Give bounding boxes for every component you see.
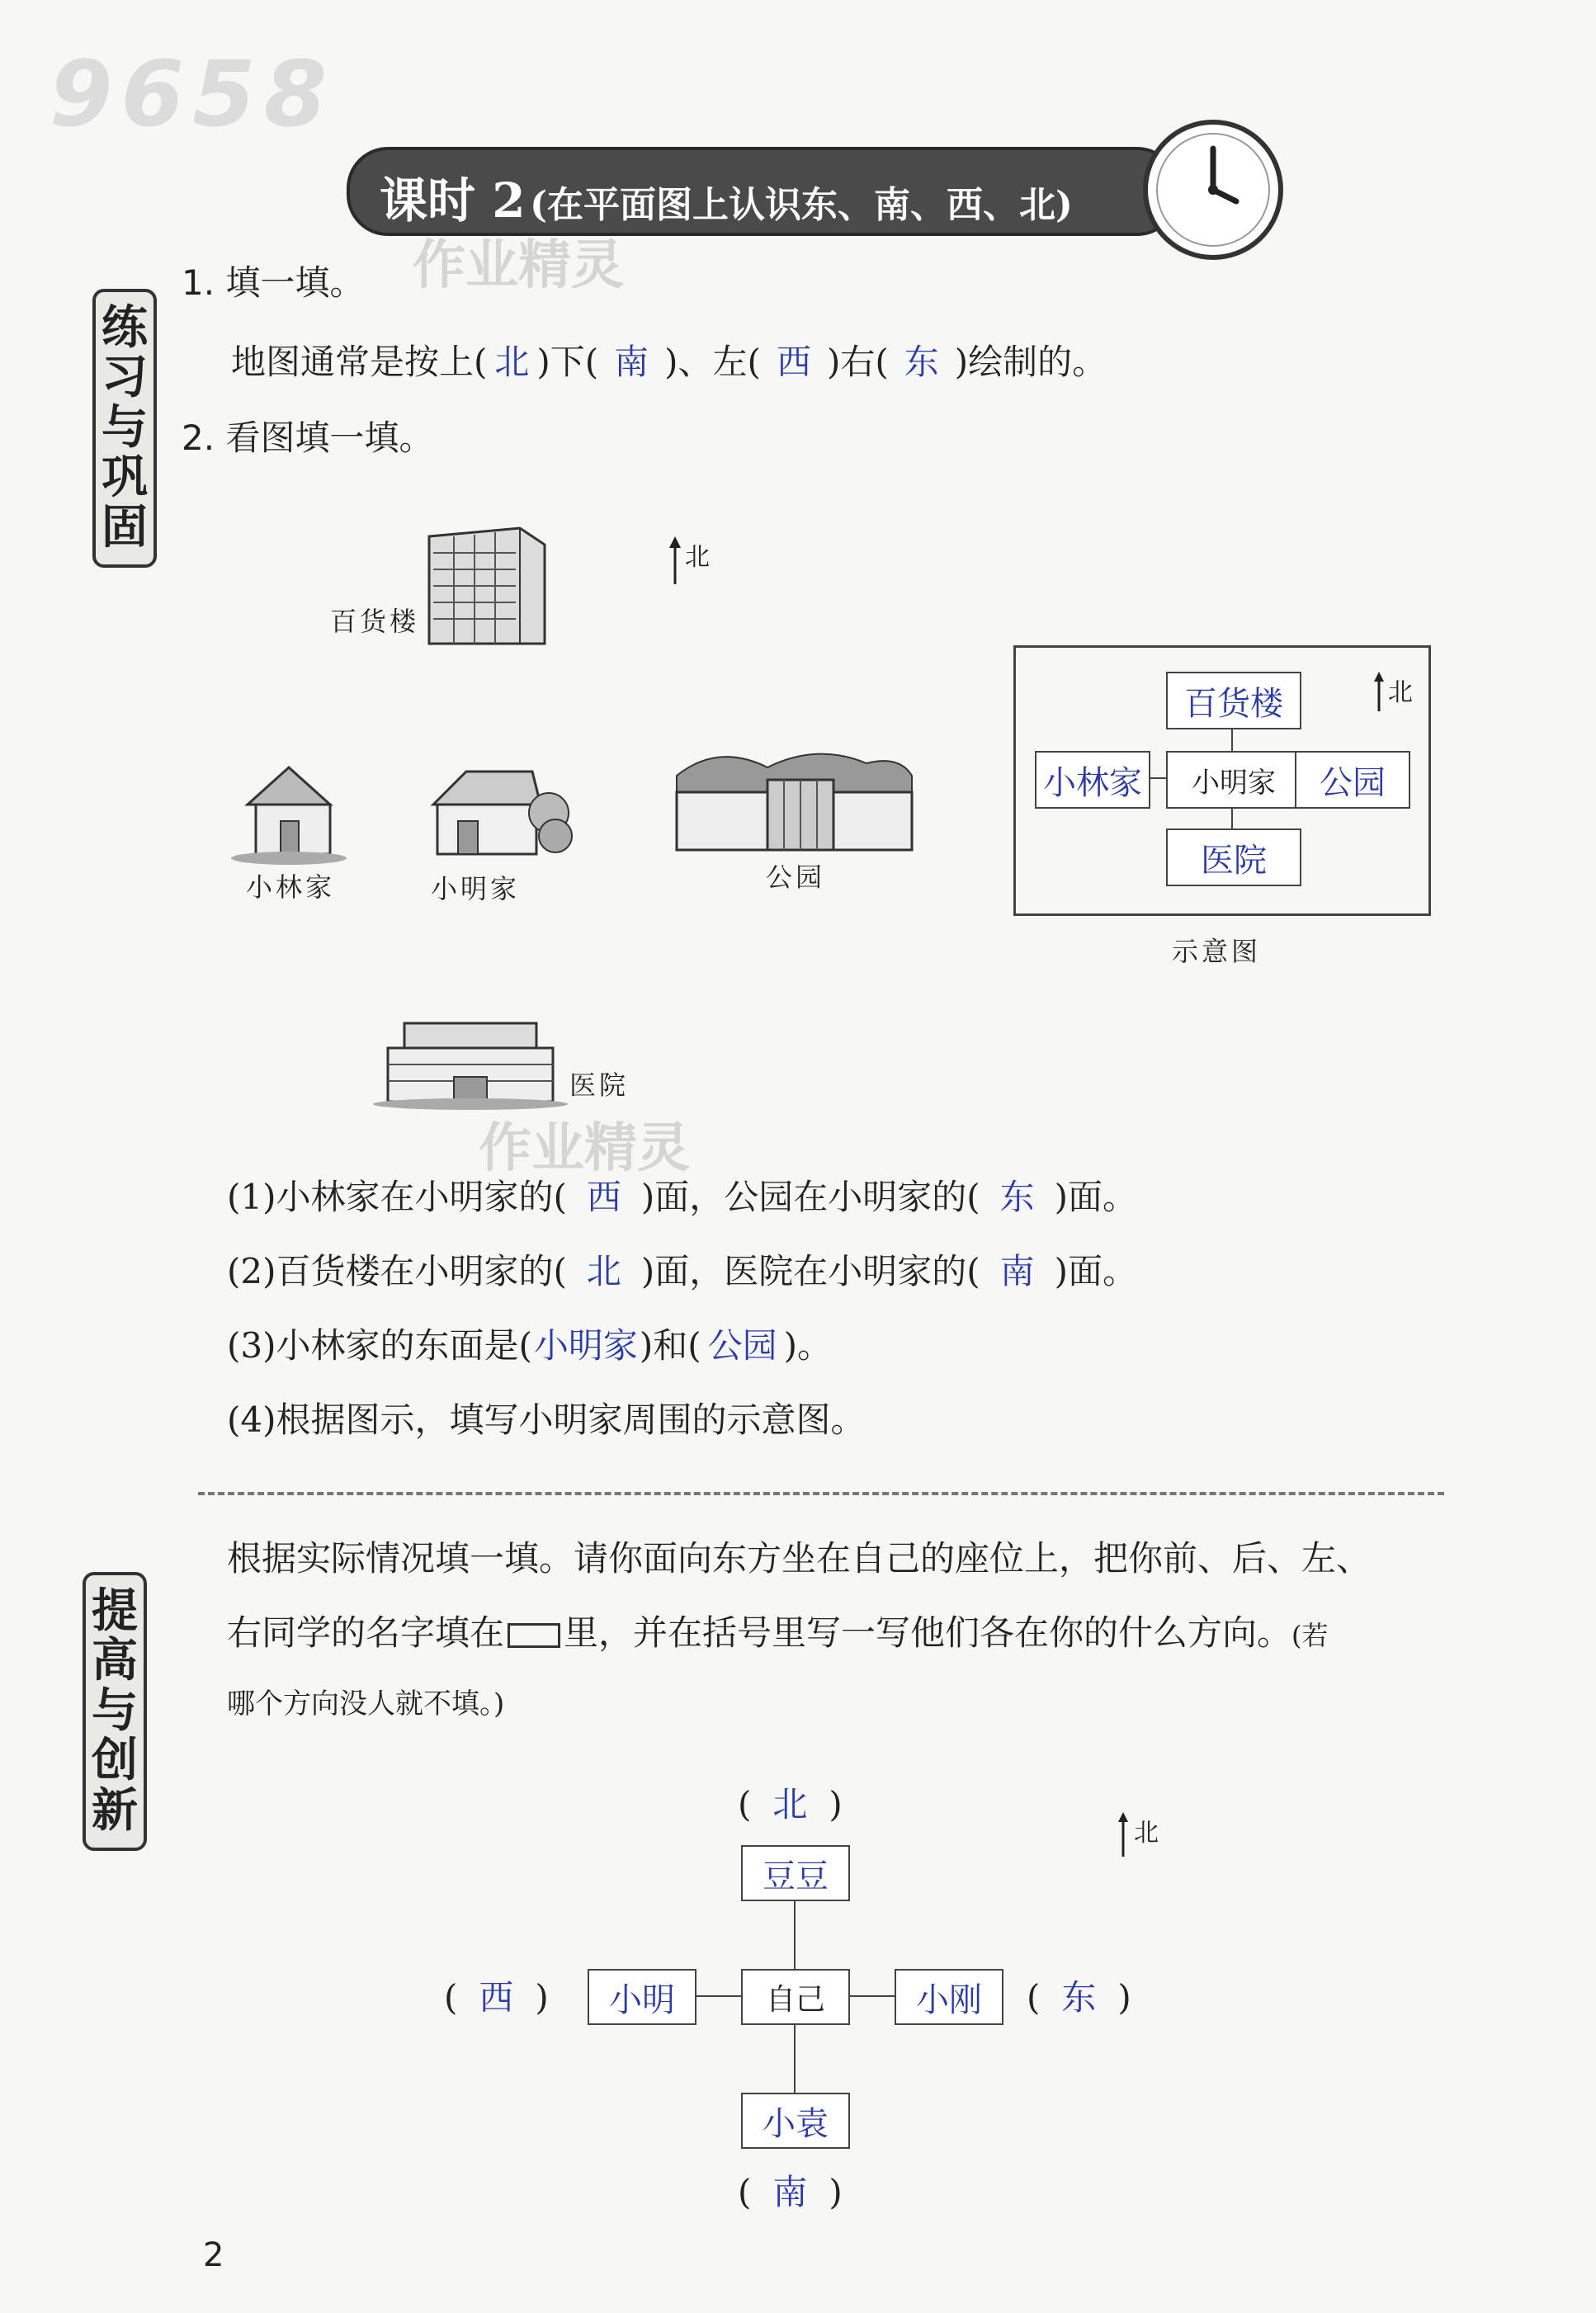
q2-sub1: (1)小林家在小明家的( 西 )面，公园在小明家的( 东 )面。 — [227, 1177, 1138, 1217]
diagram-top-box: 百货楼 — [1166, 672, 1301, 729]
q3-right-box: 小刚 — [895, 1969, 1003, 2025]
diagram-center-box: 小明家 — [1166, 751, 1301, 809]
q1-title: 1. 填一填。 — [182, 262, 365, 303]
diagram-caption: 示意图 — [1172, 936, 1262, 967]
arrow-up-icon — [1116, 1812, 1131, 1857]
q2-sub4: (4)根据图示，填写小明家周围的示意图。 — [227, 1400, 866, 1440]
connector — [695, 1995, 741, 1997]
q3-bottom-box: 小袁 — [741, 2093, 850, 2149]
q3-top-dir: ( 北 ) — [738, 1784, 843, 1824]
q1-sentence: 地图通常是按上( 北 )下( 南 )、左( 西 )右( 东 )绘制的。 — [231, 342, 1107, 382]
connector — [848, 1995, 895, 1997]
park-illustration — [668, 743, 916, 858]
diagram-right-box: 公园 — [1295, 751, 1410, 809]
north-arrow: 北 — [667, 536, 683, 588]
decor-digits: 9658 — [50, 41, 336, 147]
lesson-title: 课时 2 — [380, 172, 526, 229]
arrow-up-icon — [1372, 672, 1386, 711]
q3-left-dir: ( 西 ) — [444, 1977, 549, 2018]
connector — [1231, 807, 1233, 828]
lesson-title-text — [380, 162, 1073, 231]
empty-box-symbol — [508, 1623, 560, 1648]
q2-title: 2. 看图填一填。 — [182, 418, 434, 458]
answer-up: 北 — [494, 342, 530, 382]
connector — [794, 1900, 796, 1969]
connector — [1149, 777, 1166, 779]
watermark: 作业精灵 — [413, 235, 624, 296]
answer-left: 西 — [776, 342, 811, 382]
hospital-label: 医院 — [569, 1069, 630, 1101]
lesson-subtitle: (在平面图上认识东、南、西、北) — [530, 184, 1073, 226]
q3-right-dir: ( 东 ) — [1027, 1977, 1131, 2018]
hospital-illustration — [371, 1015, 569, 1110]
answer-right: 东 — [904, 342, 939, 382]
park-label: 公园 — [766, 861, 826, 893]
q3-line2: 右同学的名字填在 里，并在括号里写一写他们各在你的什么方向。(若 — [227, 1612, 1329, 1653]
xiaoming-home-illustration — [417, 763, 574, 871]
department-store-label: 百货楼 — [330, 606, 420, 637]
xiaolin-home-illustration — [231, 759, 363, 866]
watermark: 作业精灵 — [479, 1118, 690, 1179]
department-store-illustration — [404, 520, 569, 652]
q3-line3: 哪个方向没人就不填。) — [227, 1688, 505, 1721]
q3-bottom-dir: ( 南 ) — [738, 2172, 843, 2212]
connector — [794, 2023, 796, 2093]
page-number: 2 — [203, 2236, 224, 2274]
diagram-bottom-box: 医院 — [1166, 828, 1301, 886]
practice-section-label: 练习与巩固 — [92, 289, 157, 568]
q3-line1: 根据实际情况填一填。请你面向东方坐在自己的座位上，把你前、后、左、 — [227, 1538, 1372, 1579]
xiaolin-home-label: 小林家 — [246, 871, 336, 903]
diagram-north-arrow: 北 — [1372, 672, 1386, 715]
q3-top-box: 豆豆 — [741, 1845, 850, 1901]
q3-left-box: 小明 — [588, 1969, 696, 2025]
connector — [1231, 728, 1233, 751]
q2-sub3: (3)小林家的东面是(小明家)和( 公园 )。 — [227, 1325, 833, 1366]
q3-north-arrow: 北 — [1116, 1812, 1131, 1860]
q3-center-box: 自己 — [741, 1969, 850, 2025]
xiaoming-home-label: 小明家 — [431, 873, 521, 904]
clock-icon — [1139, 116, 1287, 264]
answer-down: 南 — [614, 342, 649, 382]
q2-sub2: (2)百货楼在小明家的( 北 )面，医院在小明家的( 南 )面。 — [227, 1251, 1138, 1291]
diagram-left-box: 小林家 — [1035, 751, 1150, 809]
improve-section-label: 提高与创新 — [83, 1572, 147, 1851]
section-divider — [198, 1492, 1444, 1495]
arrow-up-icon — [667, 536, 683, 584]
